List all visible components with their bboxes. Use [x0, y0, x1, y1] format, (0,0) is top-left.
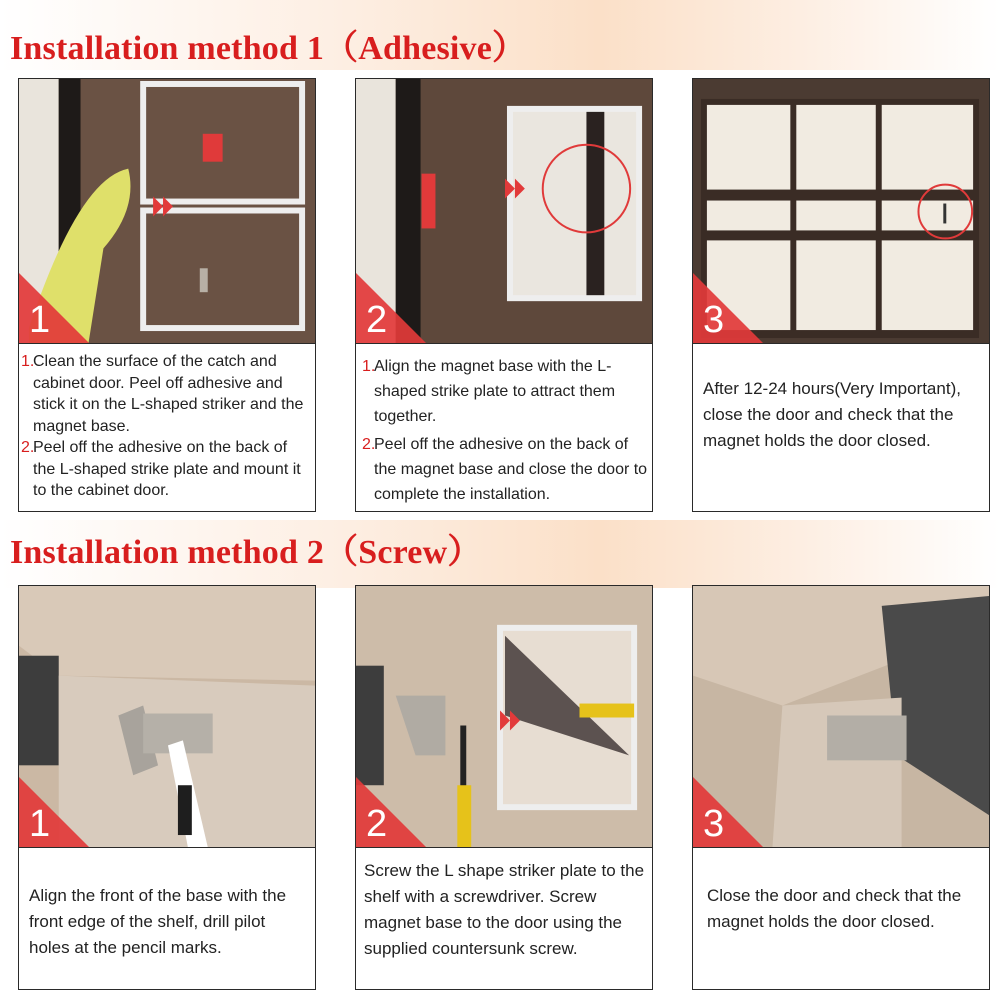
method-2-heading: Installation method 2（Screw） [10, 534, 482, 571]
method-2-step-2-photo [356, 586, 652, 848]
step-description: After 12-24 hours(Very Important), close the door and check that the magnet holds the door closed. [703, 379, 961, 450]
instruction-item [21, 351, 309, 437]
step-number: 1 [29, 803, 51, 845]
instruction-text: Peel off the adhesive on the back of the L-shaped strike plate and mount it to the cabinet door. [33, 439, 301, 499]
instruction-item [362, 432, 648, 507]
step-number: 2 [366, 299, 388, 341]
step-description: Close the door and check that the magnet holds the door closed. [707, 886, 962, 931]
instruction-number: 2. [362, 436, 376, 453]
method-2-step-3-panel [692, 585, 990, 990]
instruction-item [21, 437, 309, 502]
method-2-step-1-panel [18, 585, 316, 990]
method-1-step-1-panel [18, 78, 316, 512]
method-1-heading: Installation method 1（Adhesive） [10, 30, 527, 67]
method-2-step-3-photo [693, 586, 989, 848]
method-1-step-2-panel [355, 78, 653, 512]
step-number: 3 [703, 299, 725, 341]
instruction-number: 1. [362, 358, 376, 375]
instruction-text: Align the magnet base with the L-shaped strike plate to attract them together. [374, 358, 616, 425]
instruction-item [362, 354, 648, 429]
method-2-step-1-photo [19, 586, 315, 848]
method-2-step-2-panel [355, 585, 653, 990]
method-1-step-3-photo [693, 79, 989, 344]
instruction-number: 2. [21, 439, 35, 456]
method-1-step-2-photo [356, 79, 652, 344]
method-1-step-1-photo [19, 79, 315, 344]
step-description: Align the front of the base with the front edge of the shelf, drill pilot holes at the pencil marks. [29, 886, 287, 957]
instruction-text: Clean the surface of the catch and cabinet door. Peel off adhesive and stick it on the L-shaped striker and the magnet base. [33, 353, 304, 435]
step-number: 1 [29, 299, 51, 341]
step-number: 3 [703, 803, 725, 845]
instruction-number: 1. [21, 353, 35, 370]
step-description [19, 351, 315, 511]
method-1-step-3-panel [692, 78, 990, 512]
instruction-text: Peel off the adhesive on the back of the magnet base and close the door to complete the installation. [374, 436, 648, 503]
step-description: Screw the L shape striker plate to the shelf with a screwdriver. Screw magnet base to the door using the supplied countersunk screw. [364, 861, 645, 958]
step-description [356, 354, 652, 511]
step-number: 2 [366, 803, 388, 845]
